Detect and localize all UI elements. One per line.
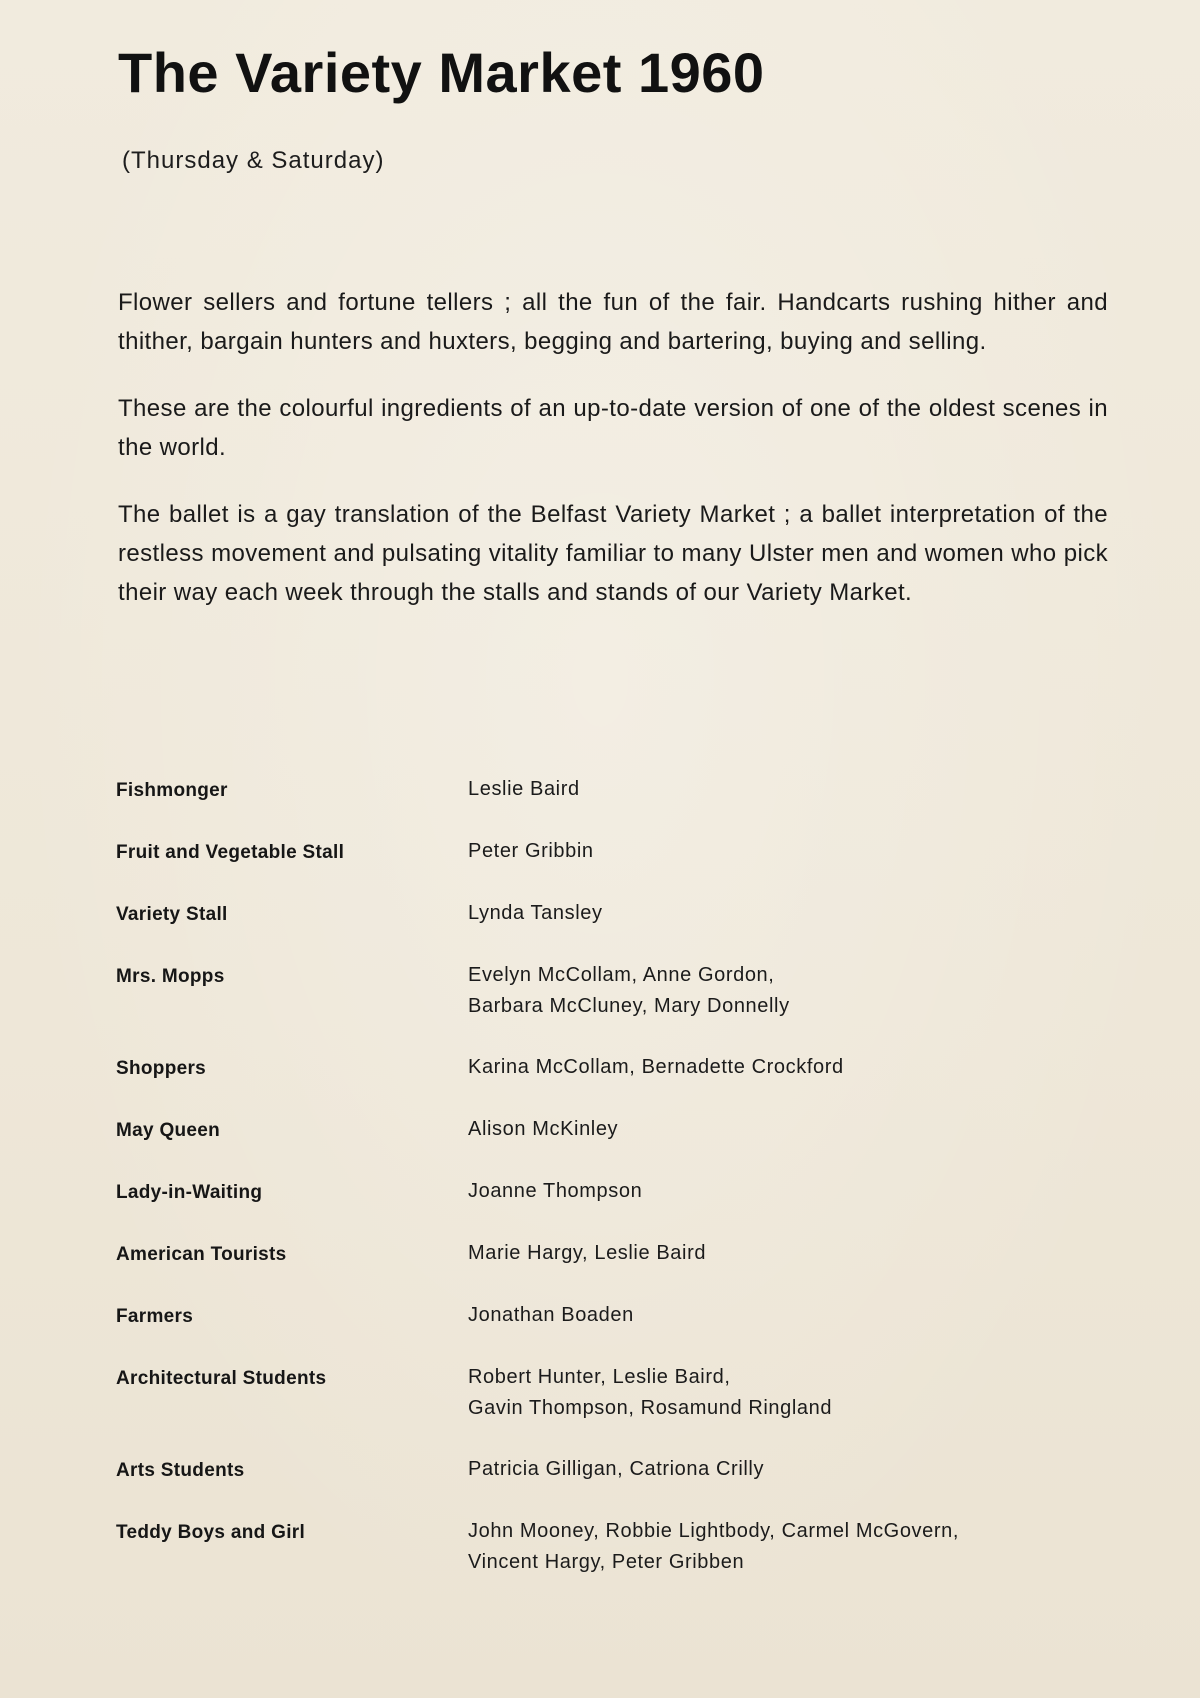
- role-name: May Queen: [116, 1120, 221, 1141]
- role-name: Arts Students: [116, 1460, 245, 1481]
- cast-row: [116, 1300, 1116, 1332]
- cast-row: [116, 1176, 1116, 1208]
- performer-names: [468, 1176, 1116, 1208]
- intro-text: [118, 283, 1108, 640]
- role-name: Architectural Students: [116, 1368, 327, 1389]
- role-name: Farmers: [116, 1306, 194, 1327]
- cast-row: [116, 898, 1116, 930]
- performer-line: Vincent Hargy, Peter Gribben: [468, 1551, 745, 1573]
- cast-list: [116, 774, 1116, 1608]
- performer-line: Robert Hunter, Leslie Baird,: [468, 1366, 731, 1388]
- performer-names: [468, 1516, 1116, 1578]
- cast-row: [116, 1362, 1116, 1424]
- performer-line: Alison McKinley: [468, 1118, 619, 1140]
- cast-row: [116, 1052, 1116, 1084]
- performer-line: Joanne Thompson: [468, 1180, 643, 1202]
- performer-names: [468, 1454, 1116, 1486]
- cast-row: [116, 1238, 1116, 1270]
- role-name: Shoppers: [116, 1058, 207, 1079]
- cast-row: [116, 1516, 1116, 1578]
- intro-paragraph: The ballet is a gay translation of the Belfast Variety Market ; a ballet interpretation of the restless movement and pulsating vitality familiar to many Ulster men and women who pick their way each week through the stalls and stands of our Variety Market.: [118, 501, 1108, 606]
- performer-names: [468, 1362, 1116, 1424]
- cast-row: [116, 1114, 1116, 1146]
- cast-row: [116, 960, 1116, 1022]
- intro-paragraph: These are the colourful ingredients of an up-to-date version of one of the oldest scenes in the world.: [118, 395, 1108, 461]
- role-name: Fishmonger: [116, 780, 228, 801]
- performer-names: [468, 1114, 1116, 1146]
- performance-days: (Thursday & Saturday): [122, 147, 385, 174]
- role-name: Mrs. Mopps: [116, 966, 225, 987]
- performer-line: Patricia Gilligan, Catriona Crilly: [468, 1458, 765, 1480]
- performer-line: Karina McCollam, Bernadette Crockford: [468, 1056, 844, 1078]
- performer-names: [468, 1238, 1116, 1270]
- role-name: American Tourists: [116, 1244, 287, 1265]
- cast-row: [116, 836, 1116, 868]
- performer-names: [468, 898, 1116, 930]
- cast-row: [116, 774, 1116, 806]
- role-name: Variety Stall: [116, 904, 228, 925]
- performer-line: Evelyn McCollam, Anne Gordon,: [468, 964, 775, 986]
- page-title: The Variety Market 1960: [118, 41, 765, 104]
- performer-line: Leslie Baird: [468, 778, 580, 800]
- performer-line: Gavin Thompson, Rosamund Ringland: [468, 1397, 833, 1419]
- performer-line: Marie Hargy, Leslie Baird: [468, 1242, 707, 1264]
- performer-names: [468, 960, 1116, 1022]
- performer-line: Jonathan Boaden: [468, 1304, 634, 1326]
- performer-names: [468, 836, 1116, 868]
- performer-line: Barbara McCluney, Mary Donnelly: [468, 995, 790, 1017]
- performer-names: [468, 1300, 1116, 1332]
- performer-line: Lynda Tansley: [468, 902, 603, 924]
- intro-paragraph: Flower sellers and fortune tellers ; all the fun of the fair. Handcarts rushing hither and thither, bargain hunters and huxters, begging and bartering, buying and selling.: [118, 289, 1108, 355]
- role-name: Fruit and Vegetable Stall: [116, 842, 345, 863]
- performer-names: [468, 1052, 1116, 1084]
- performer-line: Peter Gribbin: [468, 840, 594, 862]
- role-name: Teddy Boys and Girl: [116, 1522, 306, 1543]
- performer-line: John Mooney, Robbie Lightbody, Carmel McGovern,: [468, 1520, 960, 1542]
- performer-names: [468, 774, 1116, 806]
- cast-row: [116, 1454, 1116, 1486]
- role-name: Lady-in-Waiting: [116, 1182, 263, 1203]
